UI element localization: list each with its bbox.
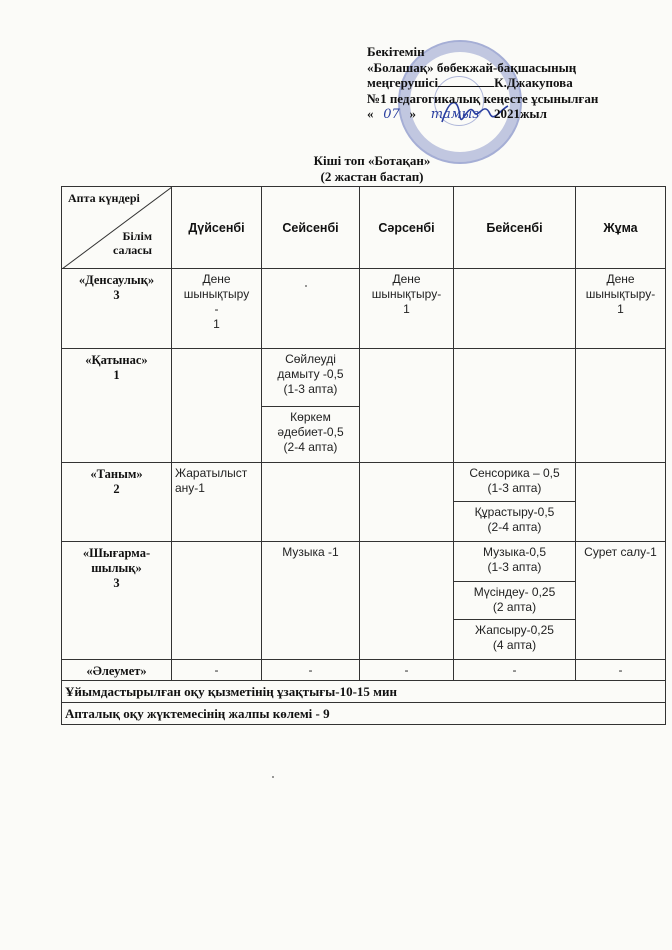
row-cognition-1 — [62, 463, 666, 502]
cognition-friday — [576, 463, 666, 542]
social-tuesday: - — [262, 660, 360, 681]
communication-thursday — [454, 349, 576, 463]
creativity-wednesday — [360, 542, 454, 660]
group-heading — [0, 153, 672, 185]
day-monday: Дүйсенбі — [172, 187, 262, 269]
communication-tuesday-1: Сөйлеуді дамыту -0,5 (1-3 апта) — [262, 349, 360, 407]
row-footer-duration — [62, 681, 666, 703]
corner-days-label: Апта күндері — [68, 191, 140, 205]
day-tuesday: Сейсенбі — [262, 187, 360, 269]
area-creativity: «Шығарма- шылық» 3 — [62, 542, 172, 660]
communication-friday — [576, 349, 666, 463]
corner-area-label: Білім саласы — [112, 229, 152, 257]
row-health — [62, 269, 666, 349]
day-thursday: Бейсенбі — [454, 187, 576, 269]
health-monday: Дене шынықтыру - 1 — [172, 269, 262, 349]
cognition-monday: Жаратылыст ану-1 — [172, 463, 262, 542]
schedule-table — [61, 186, 666, 725]
area-social: «Әлеумет» — [62, 660, 172, 681]
scan-speck — [305, 285, 307, 287]
health-friday: Дене шынықтыру- 1 — [576, 269, 666, 349]
approval-title: Бекітемін — [367, 44, 425, 59]
approval-org: «Болашақ» бөбекжай-бақшасының — [367, 59, 577, 75]
social-monday: - — [172, 660, 262, 681]
area-cognition: «Таным» 2 — [62, 463, 172, 542]
cognition-wednesday — [360, 463, 454, 542]
cognition-tuesday — [262, 463, 360, 542]
approval-block — [367, 44, 598, 123]
creativity-thursday-3: Жапсыру-0,25 (4 апта) — [454, 620, 576, 660]
creativity-tuesday: Музыка -1 — [262, 542, 360, 660]
approval-head-line: меңгерушісі К.Джакупова — [367, 75, 573, 90]
communication-monday — [172, 349, 262, 463]
social-thursday: - — [454, 660, 576, 681]
health-thursday — [454, 269, 576, 349]
creativity-friday: Сурет салу-1 — [576, 542, 666, 660]
communication-wednesday — [360, 349, 454, 463]
day-wednesday: Сәрсенбі — [360, 187, 454, 269]
footer-duration: Ұйымдастырылған оқу қызметінің ұзақтығы-10-15 мин — [62, 681, 666, 703]
communication-tuesday-2: Көркем әдебиет-0,5 (2-4 апта) — [262, 407, 360, 463]
group-title: Кіші топ «Ботақан» — [313, 153, 431, 168]
creativity-thursday-1: Музыка-0,5 (1-3 апта) — [454, 542, 576, 582]
row-creativity-1 — [62, 542, 666, 582]
creativity-monday — [172, 542, 262, 660]
row-social — [62, 660, 666, 681]
area-communication: «Қатынас» 1 — [62, 349, 172, 463]
day-friday: Жұма — [576, 187, 666, 269]
scan-speck — [272, 776, 274, 778]
health-wednesday: Дене шынықтыру- 1 — [360, 269, 454, 349]
row-footer-load — [62, 703, 666, 725]
social-friday: - — [576, 660, 666, 681]
group-subtitle: (2 жастан бастап) — [320, 169, 424, 184]
approval-date: « 07 » тамыз 2021жыл — [367, 106, 547, 122]
creativity-thursday-2: Мүсіндеу- 0,25 (2 апта) — [454, 582, 576, 620]
cognition-thursday-2: Құрастыру-0,5 (2-4 апта) — [454, 502, 576, 542]
health-tuesday — [262, 269, 360, 349]
corner-cell — [62, 187, 172, 269]
header-row — [62, 187, 666, 269]
social-wednesday: - — [360, 660, 454, 681]
row-communication-1 — [62, 349, 666, 407]
footer-weekly-load: Апталық оқу жүктемесінің жалпы көлемі - 9 — [62, 703, 666, 725]
cognition-thursday-1: Сенсорика – 0,5 (1-3 апта) — [454, 463, 576, 502]
area-health: «Денсаулық» 3 — [62, 269, 172, 349]
approval-council: №1 педагогикалық кеңесте ұсынылған — [367, 90, 599, 106]
